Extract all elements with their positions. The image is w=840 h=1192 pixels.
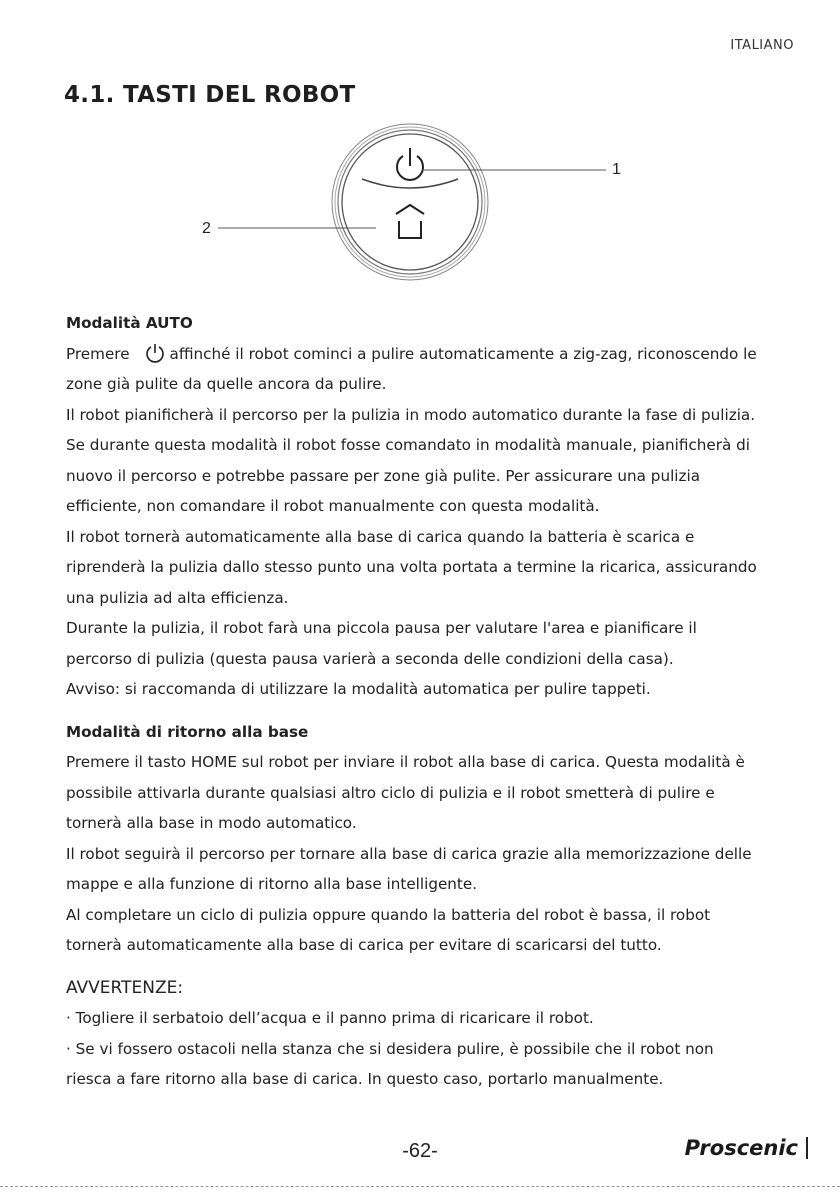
power-icon [397,148,423,180]
warning-item: · Togliere il serbatoio dell’acqua e il panno prima di ricaricare il robot. [66,1009,594,1027]
brand-name: Proscenic [684,1136,798,1160]
auto-paragraph-3: Il robot tornerà automaticamente alla base di carica quando la batteria è scarica e riprenderà la pulizia dallo stesso punto una volta portata a termine la ricarica, assicurando una pulizia ad alta efficienza. [66,527,757,607]
return-heading: Modalità di ritorno alla base [66,722,309,741]
callout-label-2: 2 [202,220,211,237]
section-title: 4.1. TASTI DEL ROBOT [64,82,356,108]
button-panel [332,124,488,280]
return-paragraph-2: Il robot seguirà il percorso per tornare alla base di carica grazie alla memorizzazione delle mappe e alla funzione di ritorno alla base intelligente. [66,844,752,893]
warning-item: · Se vi fossero ostacoli nella stanza che si desidera pulire, è possibile che il robot non riesca a fare ritorno alla base di carica. In questo caso, portarlo manualmente. [66,1039,714,1088]
brand-logo [685,1136,808,1160]
return-paragraph-1: Premere il tasto HOME sul robot per inviare il robot alla base di carica. Questa modalità è possibile attivarla durante qualsiasi altro ciclo di pulizia e il robot smetterà di pulire e tornerà alla base in modo automatico. [66,753,745,832]
brand-divider [806,1137,808,1159]
auto-paragraph-5: Avviso: si raccomanda di utilizzare la modalità automatica per pulire tappeti. [66,680,651,698]
return-paragraph-3: Al completare un ciclo di pulizia oppure quando la batteria del robot è bassa, il robot tornerà automaticamente alla base di carica per evitare di scaricarsi del tutto. [66,905,711,954]
page-edge-divider [0,1186,840,1187]
auto-paragraph-2: Il robot pianificherà il percorso per la pulizia in modo automatico durante la fase di pulizia. Se durante questa modalità il robot fosse comandato in modalità manuale, pianificherà di nuovo il percorso e potrebbe passare per zone già pulite. Per assicurare una pulizia efficiente, non comandare il robot manualmente con questa modalità. [66,405,756,515]
language-label: ITALIANO [730,38,794,53]
auto-p1-rest: affinché il robot cominci a pulire automaticamente a zig-zag, riconoscendo le zone già pulite da quelle ancora da pulire. [66,344,757,393]
page-content [66,308,760,1095]
auto-paragraph-4: Durante la pulizia, il robot farà una piccola pausa per valutare l'area e pianificare il percorso di pulizia (questa pausa varierà a seconda delle condizioni della casa). [66,619,697,668]
callout-label-1: 1 [612,161,621,178]
power-icon [144,342,166,364]
warnings-heading: AVVERTENZE: [66,977,184,998]
auto-heading: Modalità AUTO [66,314,193,332]
home-icon [396,205,424,238]
auto-paragraph-1 [66,339,760,400]
auto-p1-start: Premere [66,344,130,363]
page-number: -62- [402,1140,438,1162]
robot-buttons-diagram [0,122,840,282]
